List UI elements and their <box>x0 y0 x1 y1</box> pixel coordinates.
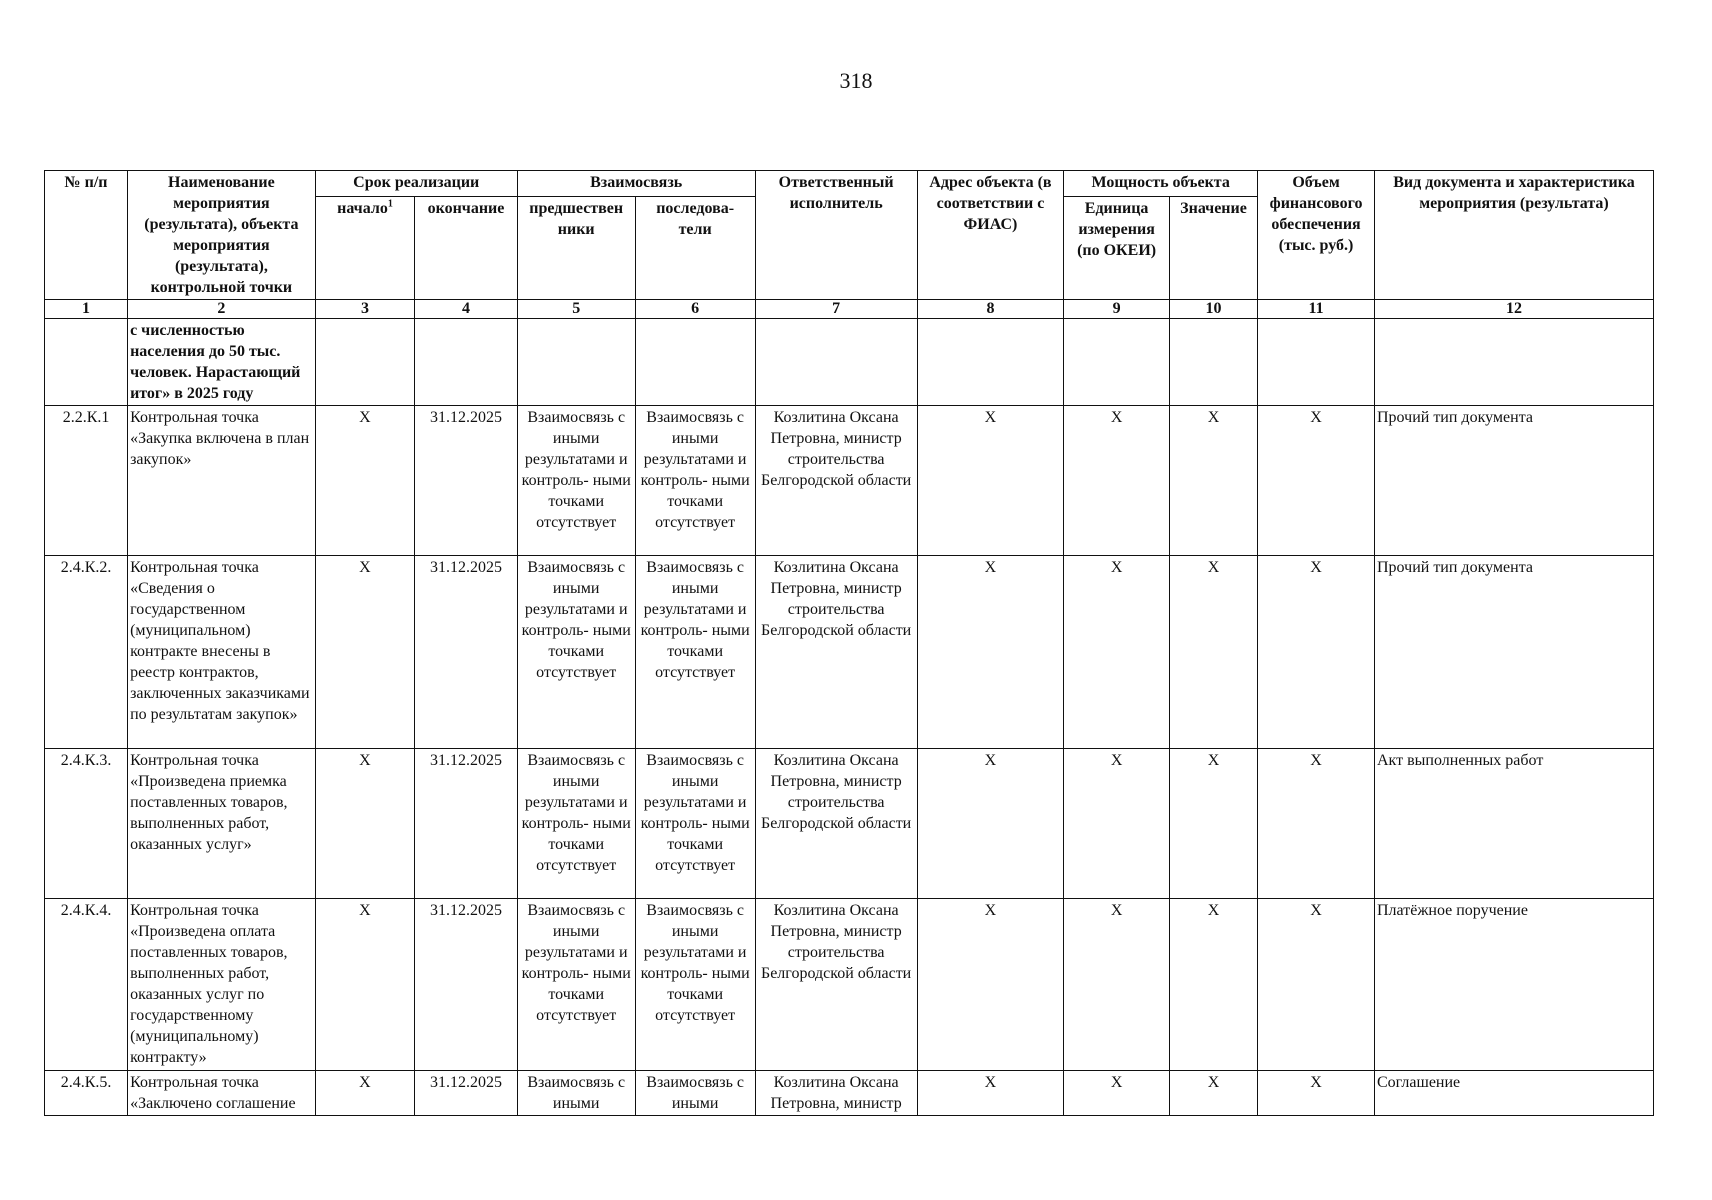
cell-name: Контрольная точка «Закупка включена в план закупок» <box>128 406 316 556</box>
plan-table <box>44 170 1654 1116</box>
cell-unit: X <box>1064 406 1170 556</box>
header-num: № п/п <box>45 171 128 300</box>
cell-end: 31.12.2025 <box>415 749 518 899</box>
cell-successors: Взаимосвязь с иными результатами и контроль- ными точками отсутствует <box>635 556 755 749</box>
cell-successors: Взаимосвязь с иными результатами и контроль- ными точками отсутствует <box>635 406 755 556</box>
cell-empty <box>315 319 414 406</box>
cell-start: X <box>315 1071 414 1116</box>
header-successors: последова- тели <box>635 196 755 299</box>
cell-end: 31.12.2025 <box>415 1071 518 1116</box>
cell-predecessors: Взаимосвязь с иными результатами и контроль- ными точками отсутствует <box>517 556 635 749</box>
cell-code: 2.4.К.3. <box>45 749 128 899</box>
cell-financing: X <box>1258 406 1375 556</box>
cell-empty <box>517 319 635 406</box>
col-number: 3 <box>315 300 414 319</box>
header-end: окончание <box>415 196 518 299</box>
col-number: 8 <box>917 300 1064 319</box>
cell-successors: Взаимосвязь с иными результатами и контроль- ными точками отсутствует <box>635 749 755 899</box>
header-link: Взаимосвязь <box>517 171 755 197</box>
cell-end: 31.12.2025 <box>415 899 518 1071</box>
table-header <box>45 171 1654 319</box>
cell-predecessors: Взаимосвязь с иными результатами и контроль- ными точками отсутствует <box>517 406 635 556</box>
header-term: Срок реализации <box>315 171 517 197</box>
header-start <box>315 196 414 299</box>
cell-unit: X <box>1064 749 1170 899</box>
cell-code: 2.4.К.5. <box>45 1071 128 1116</box>
table-row-continuation <box>45 319 1654 406</box>
cell-successors: Взаимосвязь с иными результатами и контроль- ными точками отсутствует <box>635 899 755 1071</box>
cell-document: Платёжное поручение <box>1375 899 1654 1071</box>
cell-document: Акт выполненных работ <box>1375 749 1654 899</box>
cell-empty <box>1169 319 1257 406</box>
cell-code: 2.2.К.1 <box>45 406 128 556</box>
cell-value: X <box>1169 749 1257 899</box>
cell-start: X <box>315 749 414 899</box>
cell-name: Контрольная точка «Произведена оплата поставленных товаров, выполненных работ, оказанных услуг по государственному (муниципальному) контракту» <box>128 899 316 1071</box>
col-number: 7 <box>755 300 917 319</box>
cell-responsible: Козлитина Оксана Петровна, министр строительства Белгородской области <box>755 406 917 556</box>
cell-address: X <box>917 749 1064 899</box>
cell-value: X <box>1169 556 1257 749</box>
cell-code: 2.4.К.4. <box>45 899 128 1071</box>
col-number: 2 <box>128 300 316 319</box>
cell-responsible: Козлитина Оксана Петровна, министр <box>755 1071 917 1116</box>
cell-unit: X <box>1064 556 1170 749</box>
header-responsible: Ответственный исполнитель <box>755 171 917 300</box>
col-number: 12 <box>1375 300 1654 319</box>
table-row <box>45 749 1654 899</box>
cell-empty <box>755 319 917 406</box>
cell-end: 31.12.2025 <box>415 406 518 556</box>
cell-value: X <box>1169 899 1257 1071</box>
cell-predecessors: Взаимосвязь с иными результатами и контроль- ными точками отсутствует <box>517 899 635 1071</box>
page-number: 318 <box>839 68 873 93</box>
cell-empty <box>1064 319 1170 406</box>
cell-name: с численностью населения до 50 тыс. человек. Нарастающий итог» в 2025 году <box>128 319 316 406</box>
header-start-label: начало <box>337 199 388 217</box>
cell-empty <box>917 319 1064 406</box>
col-number: 5 <box>517 300 635 319</box>
cell-code <box>45 319 128 406</box>
header-financing: Объем финансового обеспечения (тыс. руб.) <box>1258 171 1375 300</box>
cell-document: Прочий тип документа <box>1375 556 1654 749</box>
header-address: Адрес объекта (в соответствии с ФИАС) <box>917 171 1064 300</box>
cell-value: X <box>1169 406 1257 556</box>
table-row <box>45 406 1654 556</box>
table-row <box>45 899 1654 1071</box>
cell-responsible: Козлитина Оксана Петровна, министр строительства Белгородской области <box>755 749 917 899</box>
cell-name: Контрольная точка «Сведения о государственном (муниципальном) контракте внесены в реестр контрактов, заключенных заказчиками по результатам закупок» <box>128 556 316 749</box>
cell-predecessors: Взаимосвязь с иными <box>517 1071 635 1116</box>
header-name: Наименование мероприятия (результата), объекта мероприятия (результата), контрольной точки <box>128 171 316 300</box>
cell-start: X <box>315 899 414 1071</box>
cell-empty <box>1375 319 1654 406</box>
header-document: Вид документа и характеристика мероприятия (результата) <box>1375 171 1654 300</box>
cell-empty <box>415 319 518 406</box>
cell-end: 31.12.2025 <box>415 556 518 749</box>
col-number: 11 <box>1258 300 1375 319</box>
cell-successors: Взаимосвязь с иными <box>635 1071 755 1116</box>
cell-empty <box>635 319 755 406</box>
cell-document: Прочий тип документа <box>1375 406 1654 556</box>
cell-address: X <box>917 1071 1064 1116</box>
col-number: 9 <box>1064 300 1170 319</box>
cell-start: X <box>315 406 414 556</box>
cell-empty <box>1258 319 1375 406</box>
cell-name: Контрольная точка «Произведена приемка поставленных товаров, выполненных работ, оказанных услуг» <box>128 749 316 899</box>
cell-unit: X <box>1064 1071 1170 1116</box>
cell-financing: X <box>1258 749 1375 899</box>
cell-code: 2.4.К.2. <box>45 556 128 749</box>
cell-responsible: Козлитина Оксана Петровна, министр строительства Белгородской области <box>755 556 917 749</box>
col-number: 10 <box>1169 300 1257 319</box>
table-row <box>45 1071 1654 1116</box>
cell-unit: X <box>1064 899 1170 1071</box>
table-row <box>45 556 1654 749</box>
cell-financing: X <box>1258 556 1375 749</box>
cell-address: X <box>917 899 1064 1071</box>
cell-start: X <box>315 556 414 749</box>
header-value: Значение <box>1169 196 1257 299</box>
footnote-mark: 1 <box>387 198 393 210</box>
cell-financing: X <box>1258 1071 1375 1116</box>
cell-document: Соглашение <box>1375 1071 1654 1116</box>
cell-value: X <box>1169 1071 1257 1116</box>
col-number: 6 <box>635 300 755 319</box>
cell-address: X <box>917 556 1064 749</box>
cell-financing: X <box>1258 899 1375 1071</box>
header-predecessors: предшествен ники <box>517 196 635 299</box>
col-number: 1 <box>45 300 128 319</box>
header-capacity: Мощность объекта <box>1064 171 1258 197</box>
cell-name: Контрольная точка «Заключено соглашение <box>128 1071 316 1116</box>
cell-address: X <box>917 406 1064 556</box>
header-unit: Единица измерения (по ОКЕИ) <box>1064 196 1170 299</box>
cell-responsible: Козлитина Оксана Петровна, министр строительства Белгородской области <box>755 899 917 1071</box>
cell-predecessors: Взаимосвязь с иными результатами и контроль- ными точками отсутствует <box>517 749 635 899</box>
col-number: 4 <box>415 300 518 319</box>
